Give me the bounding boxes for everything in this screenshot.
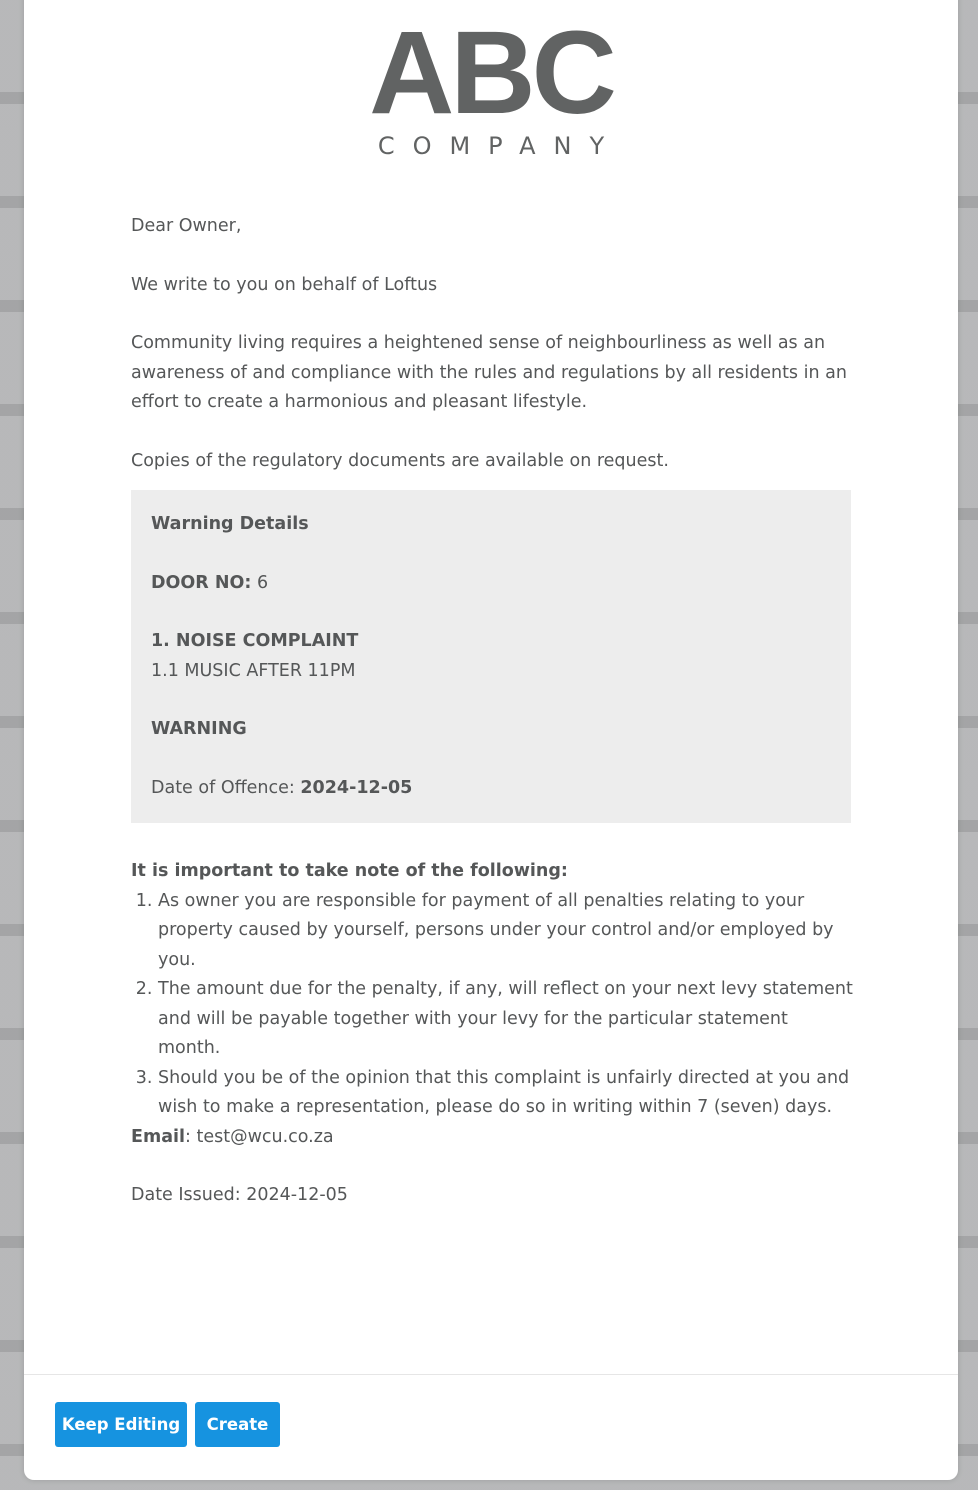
- warning-type: WARNING: [151, 719, 247, 739]
- notes-item: 3. Should you be of the opinion that this complaint is unfairly directed at you and wish to make a representation, please do so in writing within 7 (seven) days.: [158, 1064, 853, 1123]
- email-line: [131, 1123, 853, 1153]
- logo-abc-text: ABC: [369, 7, 613, 139]
- notes-item: 2. The amount due for the penalty, if any, will reflect on your next levy statement and will be payable together with your levy for the particular statement month.: [158, 975, 853, 1064]
- copies-paragraph: Copies of the regulatory documents are available on request.: [131, 450, 669, 471]
- email-label: Email: [131, 1126, 185, 1147]
- complaint-title: 1. NOISE COMPLAINT: [151, 631, 359, 651]
- door-number-line: [151, 569, 831, 599]
- keep-editing-button[interactable]: Keep Editing: [55, 1402, 187, 1447]
- logo-company-text: COMPANY: [377, 132, 623, 160]
- salutation: Dear Owner,: [131, 216, 242, 236]
- warning-details-box: [131, 490, 851, 823]
- preview-modal: [24, 0, 958, 1480]
- offence-date-value: 2024-12-05: [300, 777, 413, 798]
- company-logo: [24, 7, 958, 160]
- modal-footer: [24, 1374, 958, 1480]
- date-issued: Date Issued: 2024-12-05: [131, 1185, 348, 1205]
- community-paragraph: Community living requires a heightened sense of neighbourliness as well as an awareness of and compliance with the rules and regulations by all residents in an effort to create a harmonious and pleasant lifestyle.: [131, 333, 847, 412]
- offence-date-line: [151, 774, 831, 804]
- create-button[interactable]: Create: [195, 1402, 280, 1447]
- letter-body: [131, 212, 853, 1240]
- intro-paragraph: We write to you on behalf of Loftus: [131, 274, 438, 295]
- warning-heading: Warning Details: [151, 514, 309, 534]
- complaint-detail: 1.1 MUSIC AFTER 11PM: [151, 660, 356, 681]
- door-number-label: DOOR NO:: [151, 572, 252, 593]
- notes-title: It is important to take note of the following:: [131, 861, 568, 881]
- offence-date-label: Date of Offence:: [151, 777, 295, 798]
- notes-item: 1. As owner you are responsible for payment of all penalties relating to your property caused by yourself, persons under your control and/or employed by you.: [158, 887, 853, 976]
- notes-list: [131, 887, 853, 1123]
- door-number-value: 6: [256, 572, 269, 593]
- email-value: : test@wcu.co.za: [185, 1126, 334, 1147]
